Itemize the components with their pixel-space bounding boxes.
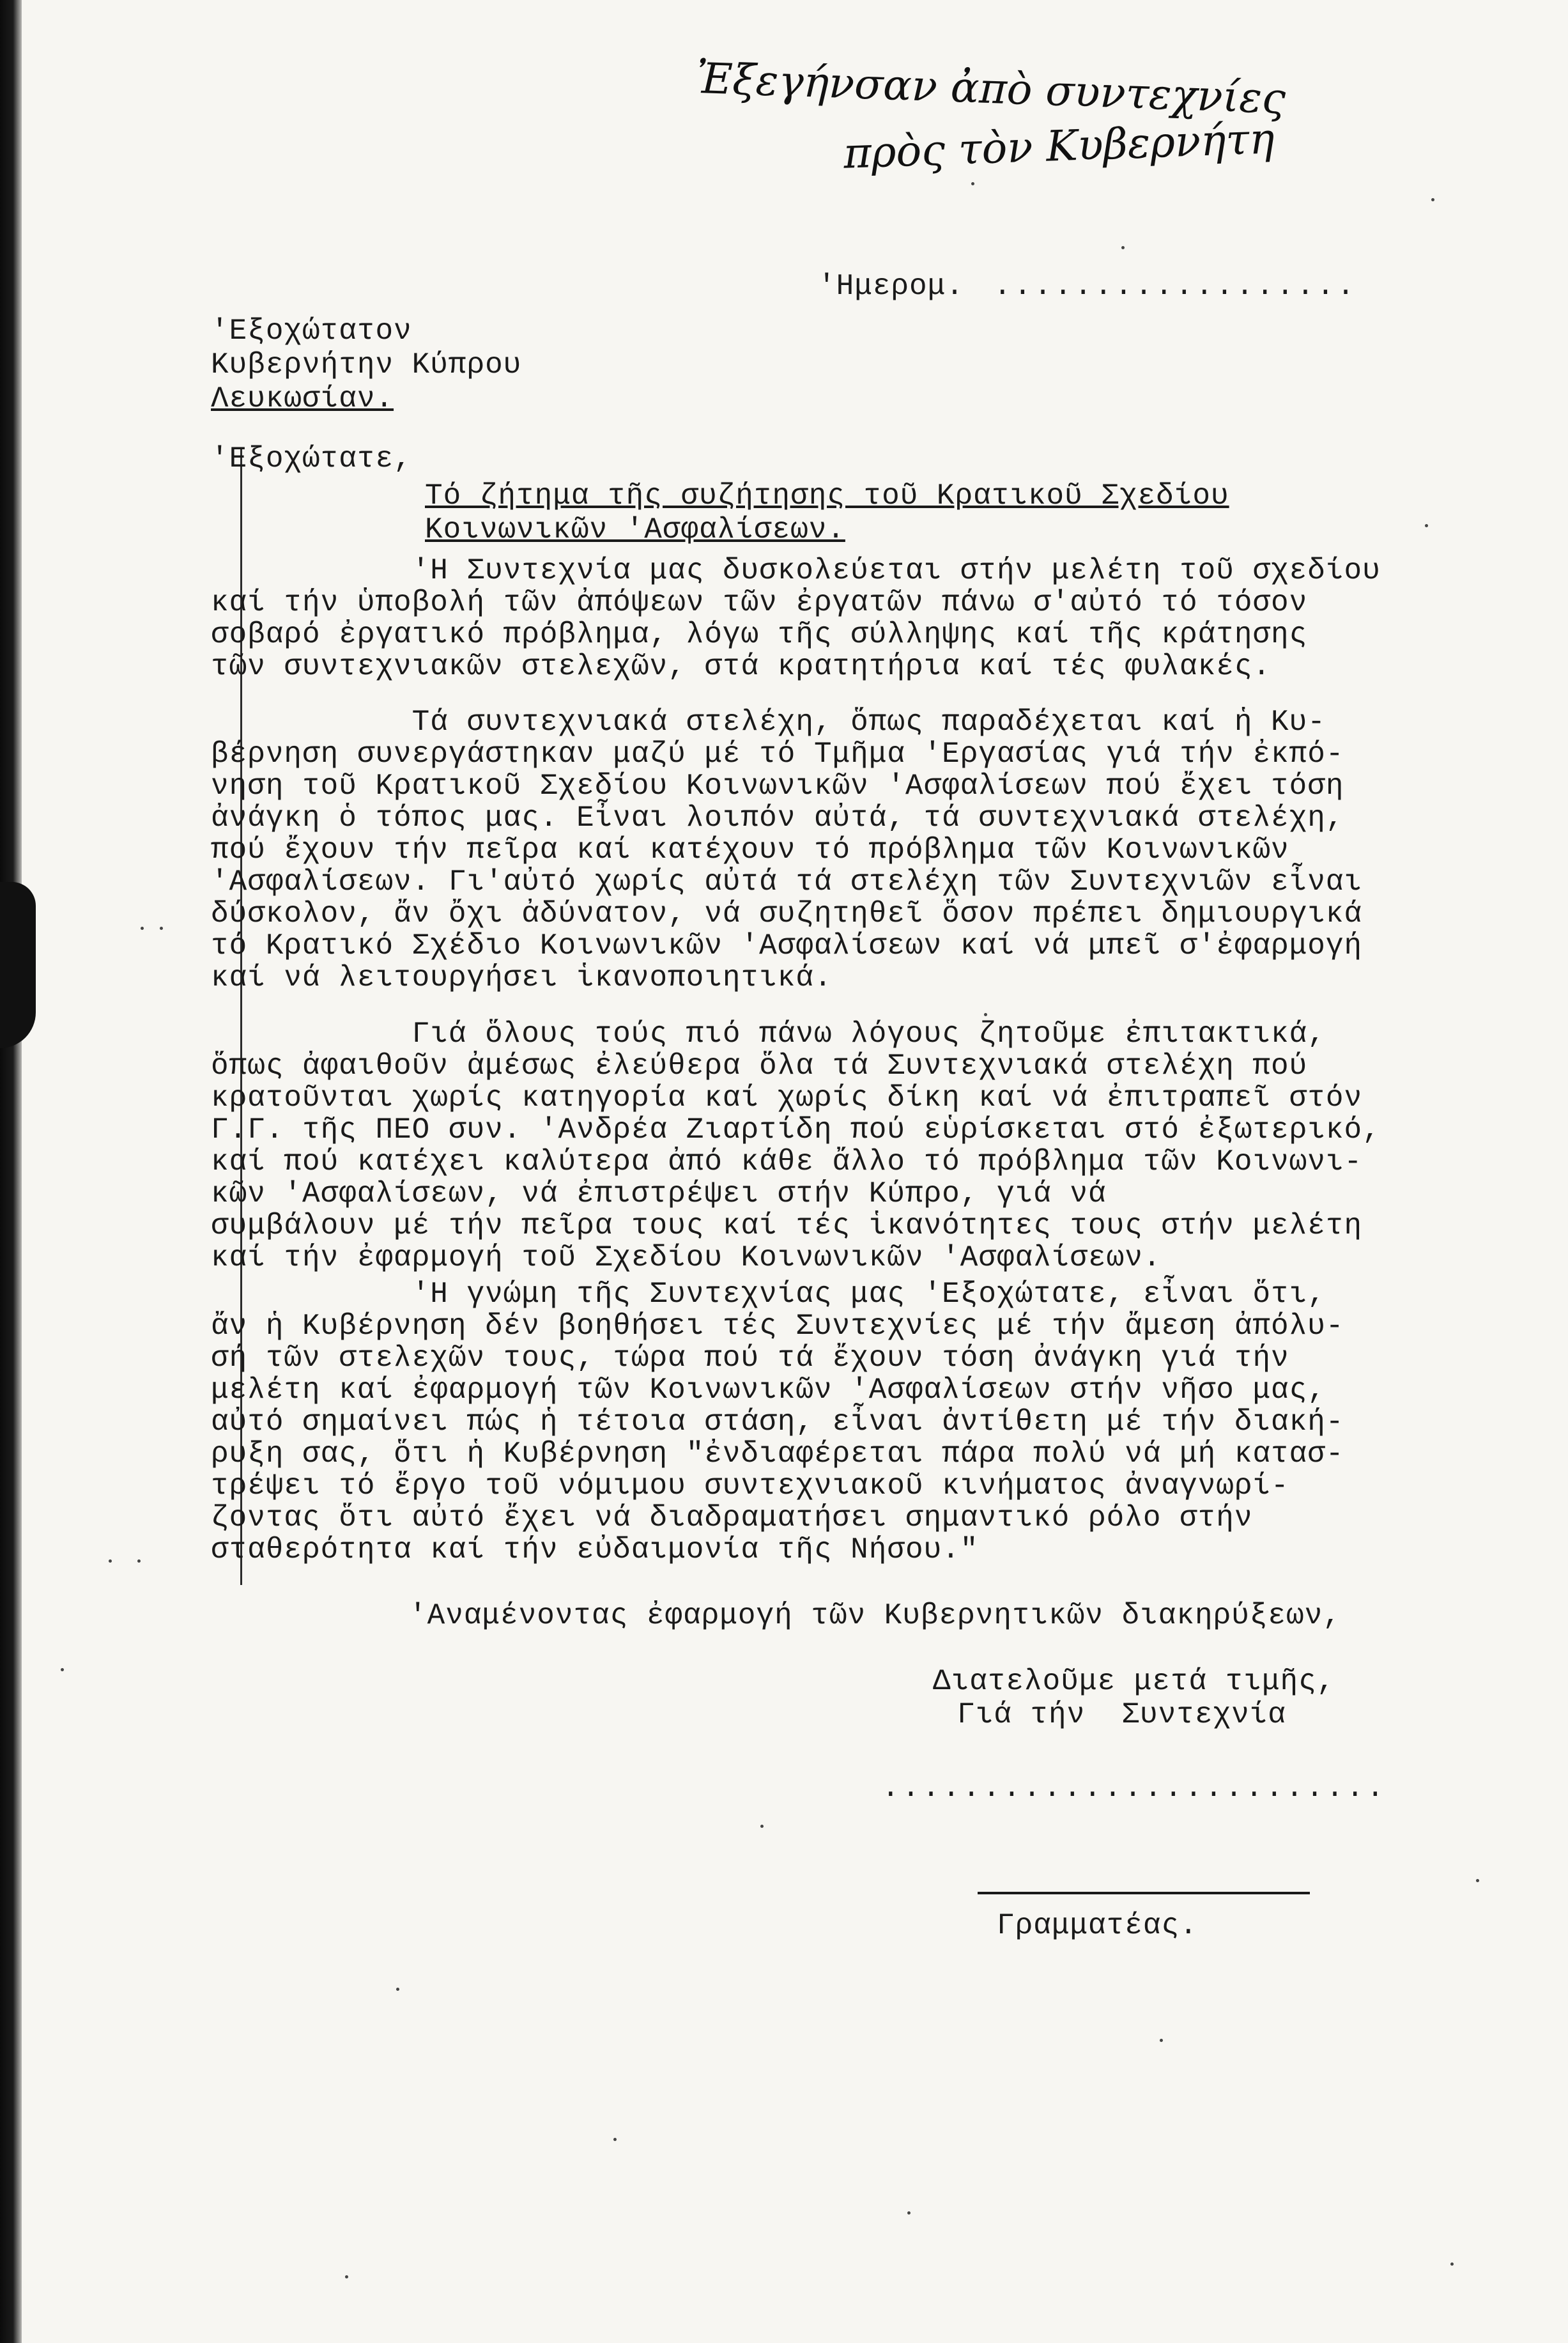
text-line: βέρνηση συνεργάστηκαν μαζύ μέ τό Τμῆμα 'Εργασίας γιά τήν ἐκπό- — [211, 738, 1344, 771]
text-line: καί νά λειτουργήσει ἱκανοποιητικά. — [211, 961, 833, 994]
text-line: τῶν συντεχνιακῶν στελεχῶν, στά κρατητήρια καί τές φυλακές. — [211, 650, 1272, 683]
scan-speck — [907, 2211, 911, 2215]
scan-speck — [1476, 1879, 1479, 1882]
scan-speck — [984, 1013, 987, 1016]
text-line: ἀνάγκη ὁ τόπος μας. Εἶναι λοιπόν αὐτά, τά συντεχνιακά στελέχη, — [211, 801, 1344, 835]
signature-placeholder: ......................... — [882, 1772, 1387, 1805]
text-line: καί τήν ὑποβολή τῶν ἀπόψεων τῶν ἐργατῶν πάνω σ'αὐτό τό τόσον — [211, 586, 1308, 619]
text-line: ρυξη σας, ὅτι ἡ Κυβέρνηση "ἐνδιαφέρεται πάρα πολύ νά μή κατασ- — [211, 1437, 1344, 1471]
scan-speck — [1121, 246, 1125, 249]
signatory-title: Γραμματέας. — [997, 1909, 1198, 1942]
scan-speck — [160, 927, 163, 930]
signature-line — [978, 1892, 1310, 1894]
scan-speck — [141, 927, 144, 930]
text-line: μελέτη καί ἐφαρμογή τῶν Κοινωνικῶν 'Ασφαλίσεων στήν νῆσο μας, — [211, 1373, 1326, 1407]
text-line: συμβάλουν μέ τήν πεῖρα τους καί τές ἱκανότητες τους στήν μελέτη — [211, 1209, 1363, 1242]
text-line: ἄν ἡ Κυβέρνηση δέν βοηθήσει τές Συντεχνίες μέ τήν ἄμεση ἀπόλυ- — [211, 1310, 1344, 1343]
scan-speck — [137, 1559, 141, 1563]
text-line: σή τῶν στελεχῶν τους, τώρα πού τά ἔχουν τόση ἀνάγκη γιά τήν — [211, 1342, 1289, 1375]
scan-speck — [345, 2275, 348, 2278]
text-line: δύσκολον, ἄν ὄχι ἀδύνατον, νά συζητηθεῖ ὅσον πρέπει δημιουργικά — [211, 897, 1363, 931]
scan-speck — [1160, 2039, 1163, 2042]
scan-speck — [1450, 2262, 1454, 2266]
scan-speck — [1425, 524, 1428, 527]
scan-speck — [971, 182, 974, 185]
signoff-line: Διατελοῦμε μετά τιμῆς, — [933, 1665, 1335, 1698]
recipient-name: Κυβερνήτην Κύπρου — [211, 348, 522, 382]
text-line: 'Ασφαλίσεων. Γι'αὐτό χωρίς αὐτά τά στελέχη τῶν Συντεχνιῶν εἶναι — [211, 865, 1363, 899]
text-line: ὅπως ἀφαιθοῦν ἀμέσως ἐλεύθερα ὅλα τά Συντεχνιακά στελέχη πού — [211, 1049, 1308, 1083]
text-line: Γ.Γ. τῆς ΠΕΟ συν. 'Ανδρέα Ζιαρτίδη πού εὑρίσκεται στό ἐξωτερικό, — [211, 1113, 1381, 1147]
body-paragraph-1 — [211, 555, 1470, 683]
text-line: καί πού κατέχει καλύτερα ἀπό κάθε ἄλλο τό πρόβλημα τῶν Κοινωνι- — [211, 1145, 1363, 1179]
scan-speck — [1431, 198, 1434, 201]
text-line: πού ἔχουν τήν πεῖρα καί κατέχουν τό πρόβλημα τῶν Κοινωνικῶν — [211, 833, 1289, 867]
text-line: ζοντας ὅτι αὐτό ἔχει νά διαδραματήσει σημαντικό ρόλο στήν — [211, 1501, 1253, 1535]
date-label: 'Ημερομ. — [818, 270, 964, 303]
handwritten-note-line1: Ἐξεγήνσαν ἀπὸ συντεχνίες — [695, 53, 1287, 124]
scan-edge — [0, 0, 22, 2343]
text-line: καί τήν ἐφαρμογή τοῦ Σχεδίου Κοινωνικῶν 'Ασφαλίσεων. — [211, 1241, 1162, 1274]
body-paragraph-2 — [211, 706, 1470, 994]
scan-speck — [61, 1668, 64, 1671]
text-line: σταθερότητα καί τήν εὐδαιμονία τῆς Νήσου." — [211, 1533, 979, 1566]
scan-speck — [613, 2138, 617, 2141]
salutation: 'Εξοχώτατε, — [211, 442, 412, 476]
handwritten-note-line2: πρὸς τὸν Κυβερνήτη — [842, 114, 1275, 178]
scan-speck — [396, 1988, 399, 1991]
text-line: τό Κρατικό Σχέδιο Κοινωνικῶν 'Ασφαλίσεων καί νά μπεῖ σ'ἐφαρμογή — [211, 929, 1363, 963]
text-line: Γιά ὅλους τούς πιό πάνω λόγους ζητοῦμε ἐπιτακτικά, — [211, 1017, 1326, 1051]
scan-speck — [760, 1825, 764, 1828]
scan-edge-shadow — [0, 882, 36, 1048]
body-paragraph-4 — [211, 1278, 1470, 1566]
subject-line: Τό ζήτημα τῆς συζήτησης τοῦ Κρατικοῦ Σχεδίου — [425, 479, 1229, 513]
text-line: κῶν 'Ασφαλίσεων, νά ἐπιστρέψει στήν Κύπρο, γιά νά — [211, 1177, 1107, 1210]
text-line: 'Η γνώμη τῆς Συντεχνίας μας 'Εξοχώτατε, εἶναι ὅτι, — [211, 1278, 1326, 1311]
text-line: αὐτό σημαίνει πώς ἡ τέτοια στάση, εἶναι ἀντίθετη μέ τήν διακή- — [211, 1405, 1344, 1439]
closing-line: 'Αναμένοντας ἐφαρμογή τῶν Κυβερνητικῶν διακηρύξεων, — [409, 1599, 1341, 1632]
text-line: 'Η Συντεχνία μας δυσκολεύεται στήν μελέτη τοῦ σχεδίου — [211, 554, 1381, 587]
text-line: κρατοῦνται χωρίς κατηγορία καί χωρίς δίκη καί νά ἐπιτραπεῖ στόν — [211, 1081, 1363, 1115]
text-line: σοβαρό ἐργατικό πρόβλημα, λόγω τῆς σύλληψης καί τῆς κράτησης — [211, 618, 1308, 651]
text-line: νηση τοῦ Κρατικοῦ Σχεδίου Κοινωνικῶν 'Ασφαλίσεων πού ἔχει τόση — [211, 769, 1344, 803]
text-line: Τά συντεχνιακά στελέχη, ὅπως παραδέχεται καί ἡ Κυ- — [211, 706, 1326, 739]
date-placeholder: .................. — [994, 270, 1357, 303]
subject-line: Κοινωνικῶν 'Ασφαλίσεων. — [425, 513, 845, 546]
text-line: τρέψει τό ἔργο τοῦ νόμιμου συντεχνιακοῦ κινήματος ἀναγνωρί- — [211, 1469, 1289, 1503]
scan-speck — [109, 1559, 112, 1563]
recipient-city: Λευκωσίαν. — [211, 382, 394, 415]
signoff-union: Γιά τήν Συντεχνία — [957, 1698, 1286, 1731]
body-paragraph-3 — [211, 1018, 1470, 1274]
recipient-title: 'Εξοχώτατον — [211, 314, 412, 348]
subject-heading — [425, 479, 1229, 547]
